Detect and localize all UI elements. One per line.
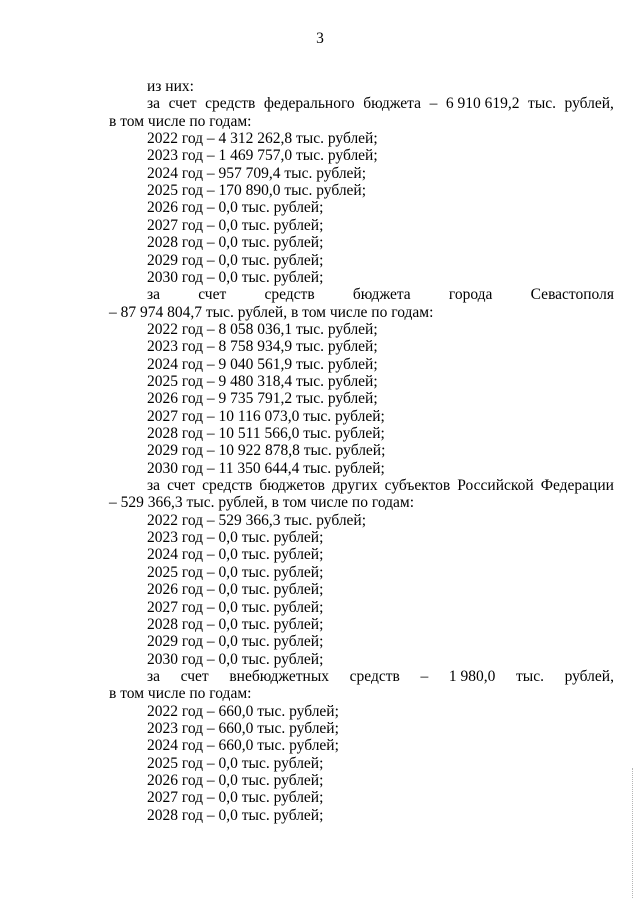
heading-word: бюджета (352, 286, 411, 304)
heading-word: 6 910 619,2 (445, 95, 520, 113)
year-amount-line: 2029 год – 0,0 тыс. рублей; (147, 633, 324, 651)
heading-word: за (147, 95, 161, 113)
year-amount-line: 2028 год – 10 511 566,0 тыс. рублей; (147, 425, 385, 442)
heading-word: города (448, 286, 493, 304)
year-amount-line: 2023 год – 0,0 тыс. рублей; (147, 529, 324, 547)
heading-word: тыс. (516, 667, 544, 685)
year-amount-line: 2026 год – 9 735 791,2 тыс. рублей; (147, 390, 378, 408)
heading-word: – (420, 667, 429, 685)
year-amount-line: 2030 год – 0,0 тыс. рублей; (147, 650, 324, 668)
year-amount-line: 2027 год – 0,0 тыс. рублей; (147, 789, 324, 807)
year-amount-line: 2025 год – 170 890,0 тыс. рублей; (147, 182, 367, 200)
heading-word: счет (167, 477, 196, 495)
heading-word: за (147, 286, 161, 304)
year-amount-line: 2022 год – 8 058 036,1 тыс. рублей; (147, 320, 378, 338)
year-amount-line: 2024 год – 0,0 тыс. рублей; (147, 546, 324, 564)
year-amount-line: 2023 год – 660,0 тыс. рублей; (147, 719, 339, 737)
heading-word: рублей, (564, 667, 614, 685)
heading-word: рублей, (564, 95, 614, 113)
heading-word: Российской (457, 477, 534, 495)
year-amount-line: 2025 год – 0,0 тыс. рублей; (147, 563, 324, 581)
intro-line: из них: (147, 78, 194, 95)
federal-total-line: в том числе по годам: (109, 112, 252, 130)
year-amount-line: 2024 год – 9 040 561,9 тыс. рублей; (147, 355, 378, 373)
year-amount-line: 2022 год – 529 366,3 тыс. рублей; (147, 511, 367, 529)
year-amount-line: 2024 год – 957 709,4 тыс. рублей; (147, 164, 367, 182)
extra-budgetary-total-line: в том числе по годам: (109, 685, 252, 703)
heading-word: счет (180, 667, 209, 685)
year-amount-line: 2025 год – 0,0 тыс. рублей; (147, 754, 324, 772)
sevastopol-heading-line (147, 286, 614, 304)
heading-word: за (147, 667, 161, 685)
year-amount-line: 2030 год – 0,0 тыс. рублей; (147, 268, 324, 286)
year-amount-line: 2028 год – 0,0 тыс. рублей; (147, 806, 324, 824)
year-amount-line: 2026 год – 0,0 тыс. рублей; (147, 199, 324, 217)
heading-word: федерального (263, 95, 355, 113)
heading-word: тыс. (528, 95, 556, 113)
heading-word: счет (198, 286, 227, 304)
heading-word: Севастополя (530, 286, 614, 304)
heading-word: внебюджетных (229, 667, 330, 685)
year-amount-line: 2027 год – 0,0 тыс. рублей; (147, 598, 324, 616)
heading-word: бюджета (363, 95, 422, 113)
year-amount-line: 2029 год – 10 922 878,8 тыс. рублей; (147, 442, 386, 460)
year-amount-line: 2026 год – 0,0 тыс. рублей; (147, 772, 324, 789)
year-amount-line: 2025 год – 9 480 318,4 тыс. рублей; (147, 372, 378, 390)
heading-word: субъектов (384, 477, 451, 495)
heading-word: средств (205, 95, 256, 113)
year-amount-line: 2027 год – 10 116 073,0 тыс. рублей; (147, 407, 385, 425)
extra-budgetary-heading-line (147, 668, 614, 686)
year-amount-line: 2030 год – 11 350 644,4 тыс. рублей; (147, 459, 385, 477)
heading-word: других (332, 477, 378, 495)
year-amount-line: 2028 год – 0,0 тыс. рублей; (147, 615, 324, 633)
year-amount-line: 2023 год – 8 758 934,9 тыс. рублей; (147, 338, 378, 356)
other-subjects-total-line: – 529 366,3 тыс. рублей, в том числе по годам: (109, 494, 415, 512)
federal-heading-line (147, 95, 614, 113)
heading-word: 1 980,0 (448, 667, 496, 685)
heading-word: средств (202, 477, 253, 495)
heading-word: – (429, 95, 438, 113)
year-amount-line: 2022 год – 660,0 тыс. рублей; (147, 702, 339, 720)
heading-word: средств (349, 667, 400, 685)
heading-word: счет (168, 95, 197, 113)
year-amount-line: 2029 год – 0,0 тыс. рублей; (147, 251, 324, 269)
other-subjects-heading-line (147, 477, 614, 495)
year-amount-line: 2026 год – 0,0 тыс. рублей; (147, 581, 324, 599)
heading-word: Федерации (540, 477, 614, 495)
heading-word: средств (264, 286, 315, 304)
heading-word: за (147, 477, 161, 495)
heading-word: бюджетов (259, 477, 325, 495)
year-amount-line: 2028 год – 0,0 тыс. рублей; (147, 234, 324, 252)
year-amount-line: 2024 год – 660,0 тыс. рублей; (147, 737, 339, 755)
year-amount-line: 2023 год – 1 469 757,0 тыс. рублей; (147, 147, 378, 165)
sevastopol-total-line: – 87 974 804,7 тыс. рублей, в том числе по годам: (109, 303, 434, 321)
scan-edge-mark (632, 768, 637, 898)
page-number: 3 (316, 30, 324, 47)
year-amount-line: 2027 год – 0,0 тыс. рублей; (147, 216, 324, 234)
year-amount-line: 2022 год – 4 312 262,8 тыс. рублей; (147, 130, 378, 148)
